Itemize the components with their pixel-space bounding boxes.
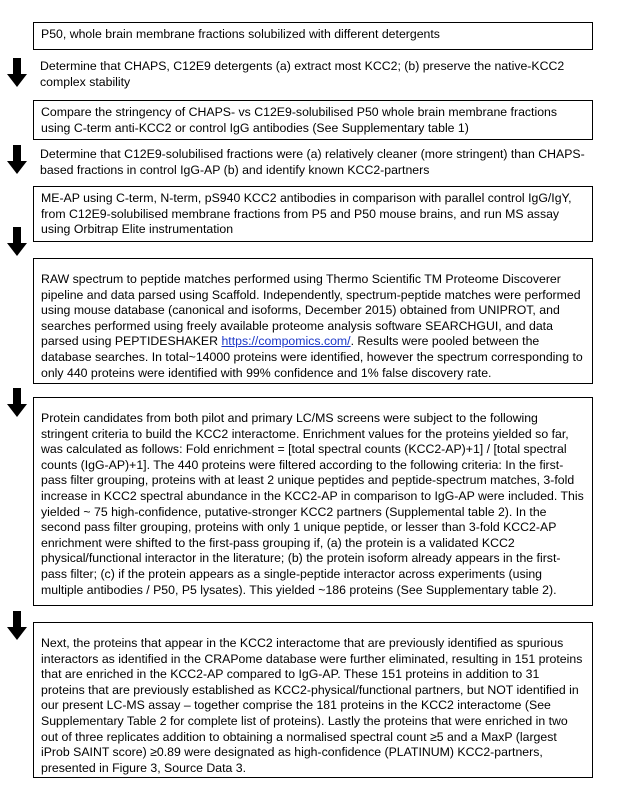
step-7-box [33, 397, 593, 606]
step-5-box [33, 186, 593, 242]
step-6-text-before: RAW spectrum to peptide matches performed using Thermo Scientific TM Proteome Discoverer pipeline and data parsed using Scaffold. Independently, spectrum-peptide matches were performed using mouse database (canonical and isoforms, December 2015) obtained from UNIPROT, and searches performed using freely available proteome analysis software SEARCHGUI, and data parsed using PEPTIDESHAKER [41, 272, 581, 349]
arrow-down-icon [6, 388, 28, 418]
step-1-text: P50, whole brain membrane fractions solubilized with different detergents [41, 27, 440, 41]
step-6-box [33, 258, 593, 384]
step-3-box [33, 100, 593, 140]
step-1-box [33, 22, 593, 50]
step-2-text-block [33, 57, 593, 93]
step-3-text: Compare the stringency of CHAPS- vs C12E9-solubilised P50 whole brain membrane fractions using C-term anti-KCC2 or control IgG antibodies (See Supplementary table 1) [41, 105, 558, 135]
arrow-down-icon [6, 145, 28, 175]
step-4-text: Determine that C12E9-solubilised fractions were (a) relatively cleaner (more stringent) than CHAPS-based fractions in control IgG-AP (b) and identify known KCC2-partners [40, 147, 585, 177]
step-8-box [33, 622, 593, 778]
step-4-text-block [33, 145, 593, 181]
arrow-down-icon [6, 58, 28, 88]
step-5-text: ME-AP using C-term, N-term, pS940 KCC2 antibodies in comparison with parallel control IgG/IgY, from C12E9-solubilised membrane fractions from P5 and P50 mouse brains, and run MS assay using Orbitrap Elite instrumentation [41, 191, 572, 237]
step-2-text: Determine that CHAPS, C12E9 detergents (a) extract most KCC2; (b) preserve the native-KCC2 complex stability [40, 59, 565, 89]
compomics-link[interactable]: https://compomics.com/ [221, 334, 351, 349]
step-8-text: Next, the proteins that appear in the KCC2 interactome that are previously identified as spurious interactors as identified in the CRAPome database were further eliminated, resulting in 151 proteins that are enriched in the KCC2-AP compared to IgG-AP. These 151 proteins in addition to 31 proteins that are previously established as KCC2-physical/functional partners, but NOT identified in our present LC-MS assay – together comprise the 181 proteins in the KCC2 interactome (See Supplementary Table 2 for complete list of proteins). Lastly the proteins that were enriched in two out of three replicates addition to obtaining a normalised spectral count ≥5 and a MaxP (largest iProb SAINT score) ≥0.89 were designated as high-confidence (PLATINUM) KCC2-partners, presented in Figure 3, Source Data 3. [41, 636, 583, 775]
arrow-down-icon [6, 227, 28, 257]
step-6-text-after: . Results were pooled between the database searches. In total~14000 proteins were identified, however the spectrum corresponding to only 440 proteins were identified with 99% confidence and 1% false discovery rate. [41, 334, 583, 380]
step-7-text: Protein candidates from both pilot and primary LC/MS screens were subject to the following stringent criteria to build the KCC2 interactome. Enrichment values for the proteins yielded so far, was calculated as follows: Fold enrichment = [total spectral counts (KCC2-AP)+1] / [total spectral counts (IgG-AP)+1]. The 440 proteins were filtered according to the following criteria: In the first-pass filter grouping, proteins with at least 2 unique peptides and peptide-spectrum matches, 3-fold increase in KCC2 spectral abundance in the KCC2-AP in comparison to IgG-AP were included. This yielded ~ 75 high-confidence, putative-stronger KCC2 partners (Supplemental table 2). In the second pass filter grouping, proteins with only 1 unique peptide, or lesser than 3-fold KCC2-AP enrichment were shifted to the first-pass grouping if, (a) the protein is a validated KCC2 physical/functional interactor in the literature; (b) the protein isoform already appears in the first-pass filter; (c) if the protein appears as a single-peptide interactor across experiments (using multiple antibodies / P50, P5 lysates). This yielded ~186 proteins (See Supplementary table 2). [41, 411, 584, 597]
arrow-down-icon [6, 611, 28, 641]
